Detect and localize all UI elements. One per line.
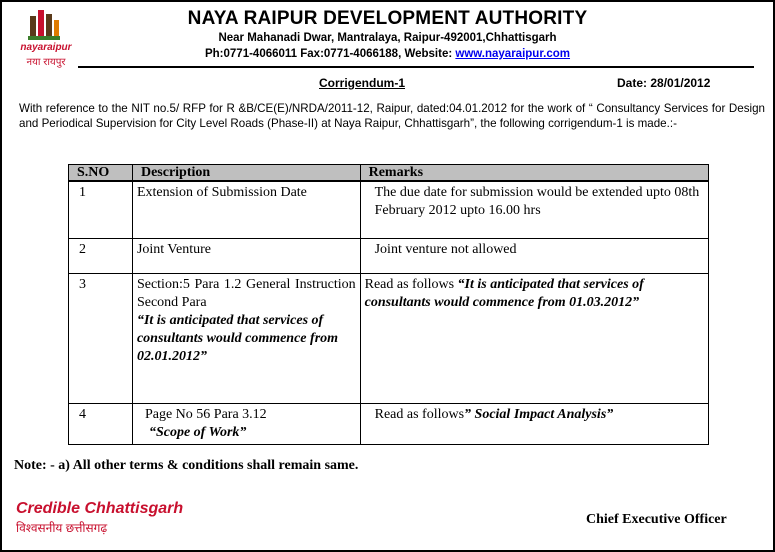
organization-contact bbox=[0, 48, 775, 60]
organization-address: Near Mahanadi Dwar, Mantralaya, Raipur-492001,Chhattisgarh bbox=[218, 32, 557, 44]
signatory-title: Chief Executive Officer bbox=[586, 512, 727, 527]
corrigendum-table bbox=[68, 164, 709, 445]
row-sno: 3 bbox=[69, 273, 133, 403]
cc-logo-english: Credible Chhattisgarh bbox=[16, 500, 184, 517]
row-sno: 2 bbox=[69, 238, 133, 273]
row-remarks: Joint venture not allowed bbox=[360, 238, 708, 273]
row-description: Extension of Submission Date bbox=[132, 181, 360, 238]
row-remarks-quote: “It is anticipated that services of consultants would commence from 01.03.2012” bbox=[364, 276, 644, 310]
row-remarks bbox=[360, 273, 708, 403]
row-sno: 1 bbox=[69, 181, 133, 238]
cc-logo-hindi: विश्वसनीय छत्तीसगढ़ bbox=[16, 521, 108, 535]
header-divider bbox=[78, 66, 754, 68]
logo-text-hindi: नया रायपुर bbox=[26, 57, 66, 68]
document-date: Date: 28/01/2012 bbox=[617, 76, 711, 90]
table-header-row bbox=[69, 165, 709, 182]
document-title: Corrigendum-1 bbox=[319, 76, 406, 90]
header-remarks: Remarks bbox=[360, 165, 708, 182]
row-description-text: Page No 56 Para 3.12 bbox=[144, 406, 267, 422]
row-remarks: The due date for submission would be extended upto 08th February 2012 upto 16.00 hrs bbox=[360, 181, 708, 238]
header-description: Description bbox=[132, 165, 360, 182]
row-remarks-prefix: Read as follows bbox=[364, 276, 458, 292]
row-description-quote: “It is anticipated that services of consultants would commence from 02.01.2012” bbox=[136, 312, 339, 364]
row-sno: 4 bbox=[69, 403, 133, 444]
intro-paragraph: With reference to the NIT no.5/ RFP for R &B/CE(E)/NRDA/2011-12, Raipur, dated:04.01.2012 for the work of “ Consultancy Services for Design and Periodical Supervision for City Level Roads (Phase-II) at Naya Raipur, Chhattisgarh”, the following corrigendum-1 is made.:- bbox=[19, 102, 765, 130]
table-row bbox=[69, 273, 709, 403]
logo-text-english: nayaraipur bbox=[20, 42, 72, 53]
note-text: Note: - a) All other terms & conditions shall remain same. bbox=[14, 458, 359, 473]
row-remarks bbox=[360, 403, 708, 444]
row-description bbox=[132, 273, 360, 403]
table-row bbox=[69, 181, 709, 238]
contact-text: Ph:0771-4066011 Fax:0771-4066188, Website: bbox=[204, 48, 456, 60]
row-remarks-prefix: Read as follows bbox=[374, 406, 465, 422]
website-link[interactable]: www.nayaraipur.com bbox=[455, 48, 571, 60]
row-description: Joint Venture bbox=[132, 238, 360, 273]
row-description bbox=[132, 403, 360, 444]
row-description-quote: “Scope of Work” bbox=[148, 424, 247, 440]
table-row bbox=[69, 403, 709, 444]
table-row bbox=[69, 238, 709, 273]
row-description-text: Section:5 Para 1.2 General Instruction Second Para bbox=[136, 276, 356, 310]
organization-name: NAYA RAIPUR DEVELOPMENT AUTHORITY bbox=[187, 8, 588, 29]
header-sno: S.NO bbox=[69, 165, 133, 182]
row-remarks-quote: ” Social Impact Analysis” bbox=[464, 406, 614, 422]
credible-chhattisgarh-logo bbox=[16, 500, 184, 540]
